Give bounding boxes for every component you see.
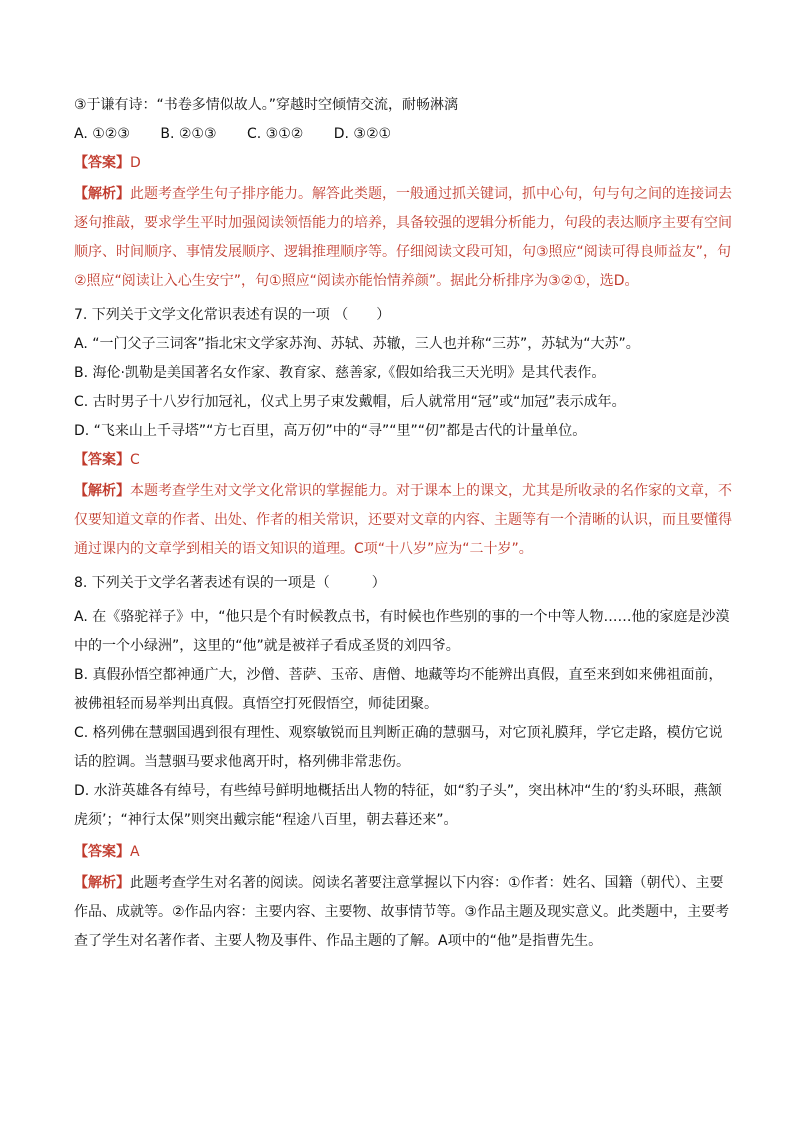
analysis-tag: 【解析】 — [74, 186, 130, 202]
q7-option-d: D. “飞来山上千寻塔”“方七百里，高万仞”中的“寻”“里”“仞”都是古代的计量单位。 — [74, 423, 587, 439]
analysis-text: 此题考查学生句子排序能力。解答此类题，一般通过抓关键词，抓中心句，句与句之间的连接词去逐句推敲，要求学生平时加强阅读领悟能力的培养，具备较强的逻辑分析能力，句段的表达顺序主要有空间顺序、时间顺序、事情发展顺序、逻辑推理顺序等。仔细阅读文段可知，句③照应“阅读可得良师益友”，句②照应“阅读让入心生安宁”，句①照应“阅读亦能怡情养颜”。据此分析排序为③②①，选D。 — [74, 186, 732, 289]
q6-option-a: A. ①②③ — [74, 126, 130, 142]
q6-item-3: ③于谦有诗：“书卷多情似故人。”穿越时空倾情交流，耐畅淋漓 — [74, 97, 459, 113]
answer-tag: 【答案】 — [74, 155, 130, 171]
analysis-tag: 【解析】 — [74, 483, 130, 499]
answer-value: C — [130, 452, 140, 468]
q7-answer — [74, 451, 734, 469]
q8-option-c: C. 格列佛在慧骃国遇到很有理性、观察敏锐而且判断正确的慧骃马，对它顶礼膜拜，学它走路，模仿它说话的腔调。当慧骃马要求他离开时，格列佛非常悲伤。 — [74, 725, 723, 770]
q6-option-b: B. ②①③ — [160, 126, 217, 142]
q8-answer — [74, 843, 734, 861]
q6-analysis — [74, 180, 734, 296]
q6-option-d: D. ③②① — [333, 126, 392, 142]
answer-tag: 【答案】 — [74, 844, 130, 860]
answer-value: D — [130, 155, 141, 171]
analysis-text: 本题考查学生对文学文化常识的掌握能力。对于课本上的课文，尤其是所收录的名作家的文章，不仅要知道文章的作者、出处、作者的相关常识，还要对文章的内容、主题等有一个清晰的认识，而且要懂得通过课内的文章学到相关的语文知识的道理。C项“十八岁”应为“二十岁”。 — [74, 483, 732, 557]
q6-options — [74, 125, 734, 143]
q8-stem: 8. 下列关于文学名著表述有误的一项是（ ） — [74, 575, 386, 591]
answer-tag: 【答案】 — [74, 452, 130, 468]
q8-option-d: D. 水浒英雄各有绰号，有些绰号鲜明地概括出人物的特征，如“豹子头”，突出林冲“生的‘豹头环眼，燕颔虎须’；“神行太保”则突出戴宗能“程途八百里，朝去暮还来”。 — [74, 783, 722, 828]
q8-option-a: A. 在《骆驼祥子》中，“他只是个有时候教点书，有时候也作些别的事的一个中等人物……他的家庭是沙漠中的一个小绿洲”，这里的“他”就是被祥子看成圣贤的刘四爷。 — [74, 609, 730, 654]
q7-option-b: B. 海伦·凯勒是美国著名女作家、教育家、慈善家,《假如给我三天光明》是其代表作。 — [74, 365, 606, 381]
answer-value: A — [130, 844, 140, 860]
document-page — [74, 96, 734, 956]
analysis-text: 此题考查学生对名著的阅读。阅读名著要注意掌握以下内容：①作者：姓名、国籍（朝代）、主要作品、成就等。②作品内容：主要内容、主要物、故事情节等。③作品主题及现实意义。此类题中，主要考查了学生对名著作者、主要人物及事件、作品主题的了解。A项中的“他”是指曹先生。 — [74, 875, 730, 949]
q7-stem: 7. 下列关于文学文化常识表述有误的一项 （ ） — [74, 307, 391, 323]
q8-option-b: B. 真假孙悟空都神通广大，沙僧、菩萨、玉帝、唐僧、地藏等均不能辨出真假，直至来到如来佛祖面前，被佛祖轻而易举判出真假。真悟空打死假悟空，师徒团聚。 — [74, 667, 723, 712]
q6-option-c: C. ③①② — [246, 126, 304, 142]
q8-analysis — [74, 869, 734, 956]
q7-analysis — [74, 477, 734, 564]
q6-answer — [74, 154, 734, 172]
q7-option-a: A. “一门父子三词客”指北宋文学家苏洵、苏轼、苏辙，三人也并称“三苏”，苏轼为“大苏”。 — [74, 336, 640, 352]
q7-option-c: C. 古时男子十八岁行加冠礼，仪式上男子束发戴帽，后人就常用“冠”或“加冠”表示成年。 — [74, 394, 626, 410]
analysis-tag: 【解析】 — [74, 875, 130, 891]
